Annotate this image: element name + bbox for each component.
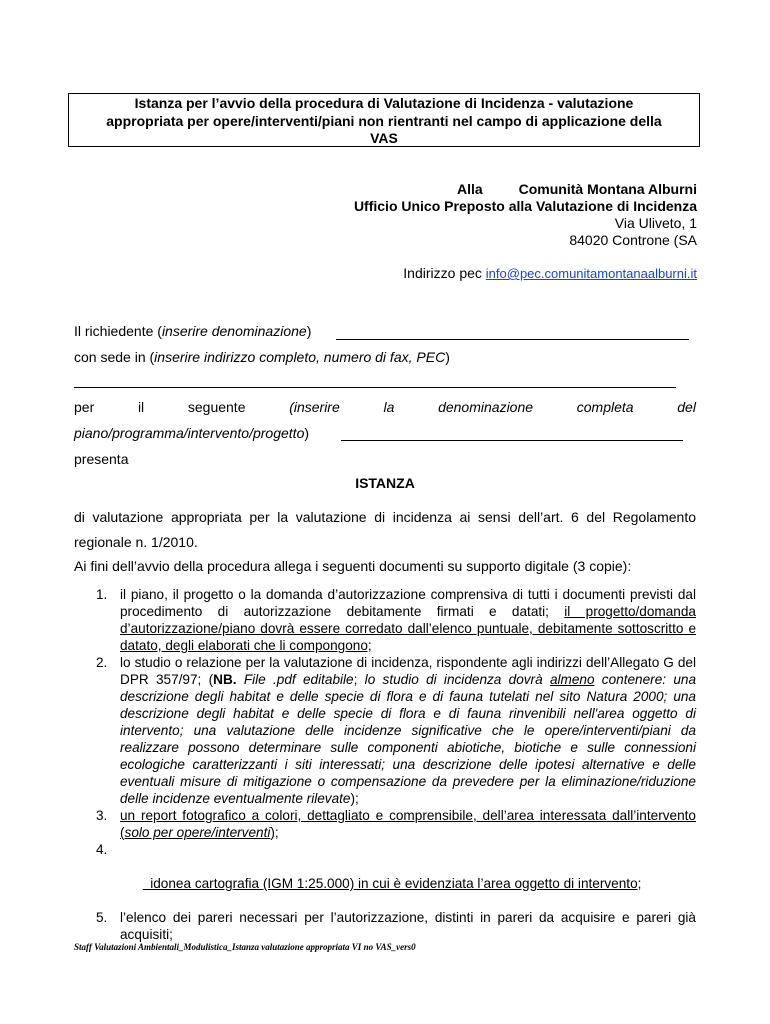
richiedente-prefix: Il richiedente ( bbox=[74, 323, 162, 339]
sede-hint: inserire indirizzo completo, numero di fax, PEC bbox=[154, 349, 446, 365]
per-word: (inserire bbox=[289, 399, 340, 415]
title-line-2: appropriata per opere/interventi/piani non rientranti nel campo di applicazione della bbox=[106, 112, 662, 129]
title-line-1: Istanza per l’avvio della procedura di Valutazione di Incidenza - valutazione bbox=[134, 95, 634, 111]
piano-suffix: ) bbox=[304, 425, 310, 441]
per-word: seguente bbox=[187, 399, 246, 415]
list-item bbox=[74, 586, 696, 654]
list-item-italic-text: solo per opere/interventi bbox=[124, 825, 271, 840]
body-paragraph-1: di valutazione appropriata per la valutazione di incidenza ai sensi dell’art. 6 del Regolamento regionale n. 1/2010. bbox=[74, 509, 696, 550]
page-footer: Staff Valutazioni Ambientali_Modulistica_Istanza valutazione appropriata VI no VAS_vers0 bbox=[74, 942, 416, 952]
documents-list bbox=[74, 586, 696, 943]
sede-field[interactable] bbox=[74, 387, 676, 388]
list-item-text: ); bbox=[350, 791, 359, 806]
per-word: il bbox=[137, 399, 145, 415]
list-item bbox=[74, 841, 696, 909]
recipient-city: 84020 Controne (SA bbox=[569, 232, 697, 248]
presenta-text: presenta bbox=[74, 451, 129, 467]
list-item-number: 1. bbox=[96, 587, 108, 602]
per-word: del bbox=[677, 399, 696, 415]
list-item-text: ; bbox=[353, 672, 365, 687]
body-paragraph-2: Ai fini dell’avvio della procedura allega i seguenti documenti su supporto digitale (3 copie): bbox=[74, 558, 632, 574]
list-item-underlined-text: un report fotografico a colori, dettagliato e comprensibile, dell’area interessata dall’intervento ( bbox=[120, 808, 696, 840]
list-item-text: ; bbox=[637, 876, 642, 891]
list-item-text: il piano, il progetto o la domanda d’autorizzazione comprensiva di tutti i documenti previsti dal procedimento di autorizzazione debitamente firmati e datati; bbox=[120, 587, 696, 619]
nb-label: NB. bbox=[213, 672, 237, 687]
document-title-box bbox=[68, 93, 700, 147]
list-item-text: ); bbox=[270, 825, 279, 840]
almeno-emphasis: almeno bbox=[549, 672, 595, 687]
recipient-name-line bbox=[457, 181, 697, 198]
list-item-number: 5. bbox=[96, 910, 108, 925]
list-item bbox=[74, 807, 696, 841]
list-item-underlined-text: idonea cartografia (IGM 1:25.000) in cui è evidenziata l’area oggetto di intervento bbox=[142, 876, 638, 891]
per-word: per bbox=[74, 399, 95, 415]
list-item-number: 2. bbox=[96, 655, 108, 670]
sede-line bbox=[74, 349, 450, 366]
recipient-name: Comunità Montana Alburni bbox=[518, 181, 697, 197]
list-item-text: l’elenco dei pareri necessari per l’autorizzazione, distinti in pareri da acquisire e pareri già acquisiti; bbox=[120, 910, 696, 942]
recipient-alla: Alla bbox=[456, 181, 483, 197]
per-line bbox=[74, 399, 696, 416]
piano-line bbox=[74, 425, 309, 442]
list-item-underlined-text: il progetto/domanda d’autorizzazione/piano dovrà essere corredato dall’elenco puntuale, debitamente sottoscritto e datato, degli elaborati che li compongono; bbox=[120, 604, 696, 653]
per-word: la bbox=[383, 399, 395, 415]
richiedente-line bbox=[74, 323, 311, 340]
richiedente-field[interactable] bbox=[336, 339, 689, 340]
list-item-text: lo studio o relazione per la valutazione di incidenza, rispondente agli indirizzi dell’Allegato G del DPR 357/97; ( bbox=[120, 655, 696, 687]
piano-hint: piano/programma/intervento/progetto bbox=[74, 425, 305, 441]
istanza-heading: ISTANZA bbox=[355, 475, 415, 491]
sede-suffix: ) bbox=[445, 349, 450, 365]
per-word: denominazione bbox=[438, 399, 534, 415]
pec-email-link[interactable]: info@pec.comunitamontanaalburni.it bbox=[485, 266, 697, 281]
sede-prefix: con sede in ( bbox=[74, 349, 155, 365]
recipient-pec-line bbox=[403, 265, 697, 282]
list-item-italic-text: lo studio di incidenza dovrà bbox=[364, 672, 550, 687]
recipient-street: Via Uliveto, 1 bbox=[614, 215, 697, 231]
list-item bbox=[74, 909, 696, 943]
pec-label: Indirizzo pec bbox=[403, 265, 486, 281]
list-item-number: 3. bbox=[96, 808, 108, 823]
list-item-italic-text: contenere: una descrizione degli habitat e delle specie di flora e di fauna tutelati nel sito Natura 2000; una descrizione degli habitat e delle specie di flora e di fauna rinvenibili nell'area oggetto di intervento; una valutazione delle incidenze significative che le opere/interventi/piani da realizzare possono determinare sulle componenti abiotiche, biotiche e sulle connessioni ecologiche caratterizzanti i siti interessati; una descrizione delle ipotesi alternative e delle eventuali misure di mitigazione o compensazione da prevedere per la eliminazione/riduzione delle incidenze eventualmente rilevate bbox=[120, 672, 697, 806]
list-item bbox=[74, 654, 696, 807]
list-item-italic-text: File .pdf editabile bbox=[236, 672, 354, 687]
richiedente-suffix: ) bbox=[306, 323, 312, 339]
recipient-office: Ufficio Unico Preposto alla Valutazione di Incidenza bbox=[353, 198, 697, 214]
richiedente-hint: inserire denominazione bbox=[161, 323, 307, 339]
list-item-number: 4. bbox=[96, 842, 108, 857]
per-word: completa bbox=[576, 399, 634, 415]
piano-field[interactable] bbox=[341, 440, 683, 441]
title-line-3: VAS bbox=[370, 130, 398, 146]
